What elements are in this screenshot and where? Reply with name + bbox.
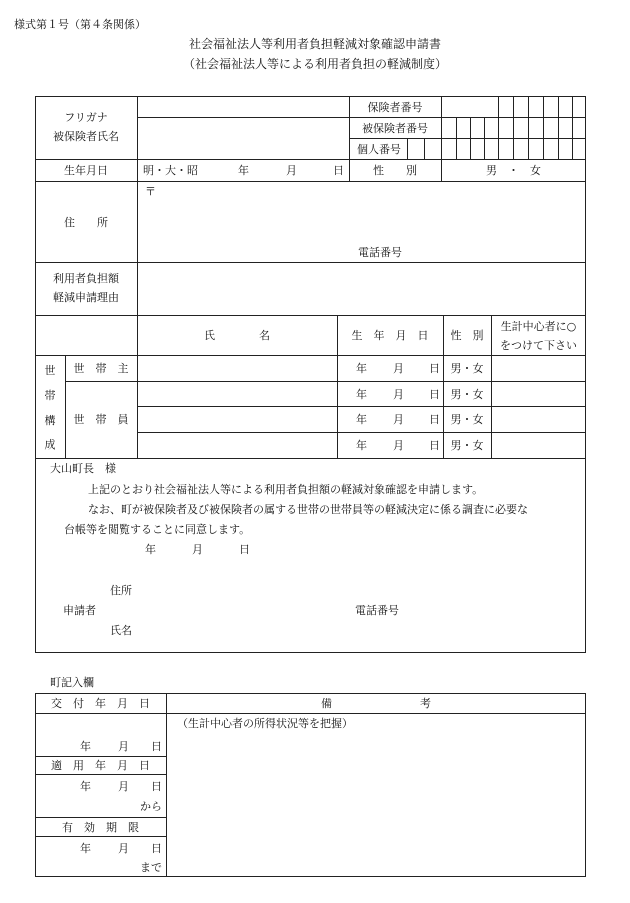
- household-col-birthdate: 生 年 月 日: [351, 329, 429, 342]
- remarks-note: （生計中心者の所得状況等を把握）: [177, 717, 353, 730]
- applicant-address-label: 住所: [110, 584, 132, 597]
- issue-month-unit: 月: [118, 740, 129, 753]
- form-subtitle: （社会福祉法人等による利用者負担の軽減制度）: [182, 57, 447, 71]
- form-title: 社会福祉法人等利用者負担軽減対象確認申請書: [188, 37, 441, 51]
- issue-date-label: 交 付 年 月 日: [51, 697, 150, 710]
- insured-number-label: 被保険者番号: [362, 122, 428, 135]
- household-head-label: 世 帯 主: [73, 362, 129, 375]
- application-form-page: 様式第１号（第４条関係） 社会福祉法人等利用者負担軽減対象確認申請書 （社会福祉法人等による利用者負担の軽減制度） フリガナ 被保険者氏名 保険者番号 被保険者番号 個人番号 生年月日 明・大・昭 年 月 日 性 別 男 ・ 女 住 所 〒 電話番号 利用者負担額 軽減申請理由 氏 名 生 年 月 日 性 別 生計中心者に○ をつけて下さい 世 帯 構 成 世 帯 主 世 帯 員 年 月 日 男・女 年 月 日 男・女 年 月 日 男・女 年 月 日 男・女 大山町長 様 上記のとおり社会福祉法人等による利用者負担額の軽減対象確認を申請します。 なお、町が被保険者及び被保険者の属する世帯の世帯員等の軽減決定に係る調査に必要な 台帳等を閲覧することに同意します。 年 月 日 住所 申請者 電話番号 氏名 町記入欄 交 付 年 月 日 備 考 （生計中心者の所得状況等を把握） 年 月 日 適 用 年 月 日 年 月 日 から 有 効 期 限 年 月 日 まで: [0, 0, 630, 903]
- office-section-label: 町記入欄: [50, 676, 94, 689]
- remarks-input[interactable]: [167, 734, 585, 876]
- household-col-marker-line2: をつけて下さい: [500, 339, 577, 352]
- declaration-day-unit: 日: [239, 543, 250, 556]
- household-name-input[interactable]: [138, 433, 336, 457]
- household-gender-cell[interactable]: 男・女: [450, 413, 484, 426]
- reason-input[interactable]: [138, 263, 585, 314]
- furigana-label: フリガナ: [64, 111, 108, 124]
- form-number: 様式第１号（第４条関係）: [14, 18, 146, 31]
- declaration-line-3: 台帳等を閲覧することに同意します。: [64, 523, 251, 536]
- household-col-marker-line1: 生計中心者に○: [500, 320, 577, 333]
- household-marker-input[interactable]: [492, 382, 585, 405]
- household-member-label: 世 帯 員: [73, 413, 129, 426]
- until-label: まで: [140, 861, 162, 874]
- insurer-number-label: 保険者番号: [367, 101, 423, 114]
- apply-date-label: 適 用 年 月 日: [51, 759, 150, 772]
- household-side-char-2: 帯: [44, 389, 56, 402]
- valid-period-label: 有 効 期 限: [62, 821, 139, 834]
- applicant-name-label: 氏名: [110, 624, 132, 637]
- household-gender-cell[interactable]: 男・女: [450, 388, 484, 401]
- era-options[interactable]: 明・大・昭: [143, 164, 198, 177]
- apply-month-unit: 月: [118, 780, 129, 793]
- declaration-line-2: なお、町が被保険者及び被保険者の属する世帯の世帯員等の軽減決定に係る調査に必要な: [88, 503, 528, 516]
- postal-mark-icon: 〒: [145, 185, 156, 198]
- applicant-address-input[interactable]: [140, 580, 340, 598]
- household-side-char-4: 成: [44, 438, 56, 451]
- insured-name-label: 被保険者氏名: [53, 130, 119, 143]
- personal-number-label: 個人番号: [357, 143, 401, 156]
- from-label: から: [140, 800, 162, 813]
- household-name-input[interactable]: [138, 356, 336, 380]
- valid-month-unit: 月: [118, 842, 129, 855]
- birth-year-unit: 年: [238, 164, 249, 177]
- household-name-input[interactable]: [138, 382, 336, 405]
- birthdate-label: 生年月日: [64, 164, 108, 177]
- household-marker-input[interactable]: [492, 433, 585, 457]
- declaration-month-unit: 月: [192, 543, 203, 556]
- applicant-label: 申請者: [63, 604, 96, 617]
- insurer-number-input[interactable]: [442, 97, 585, 117]
- apply-day-unit: 日: [151, 780, 162, 793]
- apply-year-unit: 年: [80, 780, 91, 793]
- household-side-char-3: 構: [44, 414, 56, 427]
- household-side-char-1: 世: [44, 364, 56, 377]
- declaration-year-unit: 年: [145, 543, 156, 556]
- applicant-name-input[interactable]: [140, 620, 340, 638]
- personal-number-input[interactable]: [408, 139, 585, 159]
- declaration-line-1: 上記のとおり社会福祉法人等による利用者負担額の軽減対象確認を申請します。: [88, 483, 484, 496]
- issue-day-unit: 日: [151, 740, 162, 753]
- insured-number-input[interactable]: [442, 118, 585, 138]
- birth-day-unit: 日: [333, 164, 344, 177]
- addressee: 大山町長 様: [50, 462, 116, 475]
- reason-label-line2: 軽減申請理由: [53, 291, 119, 304]
- address-phone-input[interactable]: [420, 242, 580, 260]
- birth-month-unit: 月: [286, 164, 297, 177]
- household-marker-input[interactable]: [492, 407, 585, 431]
- remarks-label: 備 考: [321, 697, 431, 710]
- applicant-phone-input[interactable]: [415, 600, 580, 618]
- furigana-input[interactable]: [138, 97, 348, 117]
- household-col-gender: 性 別: [450, 329, 484, 342]
- valid-day-unit: 日: [151, 842, 162, 855]
- household-marker-input[interactable]: [492, 356, 585, 380]
- household-gender-cell[interactable]: 男・女: [450, 439, 484, 452]
- household-gender-cell[interactable]: 男・女: [450, 362, 484, 375]
- gender-label: 性 別: [373, 164, 417, 177]
- household-name-input[interactable]: [138, 407, 336, 431]
- household-col-name: 氏 名: [204, 329, 270, 342]
- address-phone-label: 電話番号: [358, 246, 402, 259]
- valid-year-unit: 年: [80, 842, 91, 855]
- address-label: 住 所: [64, 216, 108, 229]
- address-input[interactable]: [160, 183, 580, 233]
- gender-options[interactable]: 男 ・ 女: [486, 164, 541, 177]
- issue-year-unit: 年: [80, 740, 91, 753]
- insured-name-input[interactable]: [138, 118, 348, 158]
- applicant-phone-label: 電話番号: [355, 604, 399, 617]
- reason-label-line1: 利用者負担額: [53, 272, 119, 285]
